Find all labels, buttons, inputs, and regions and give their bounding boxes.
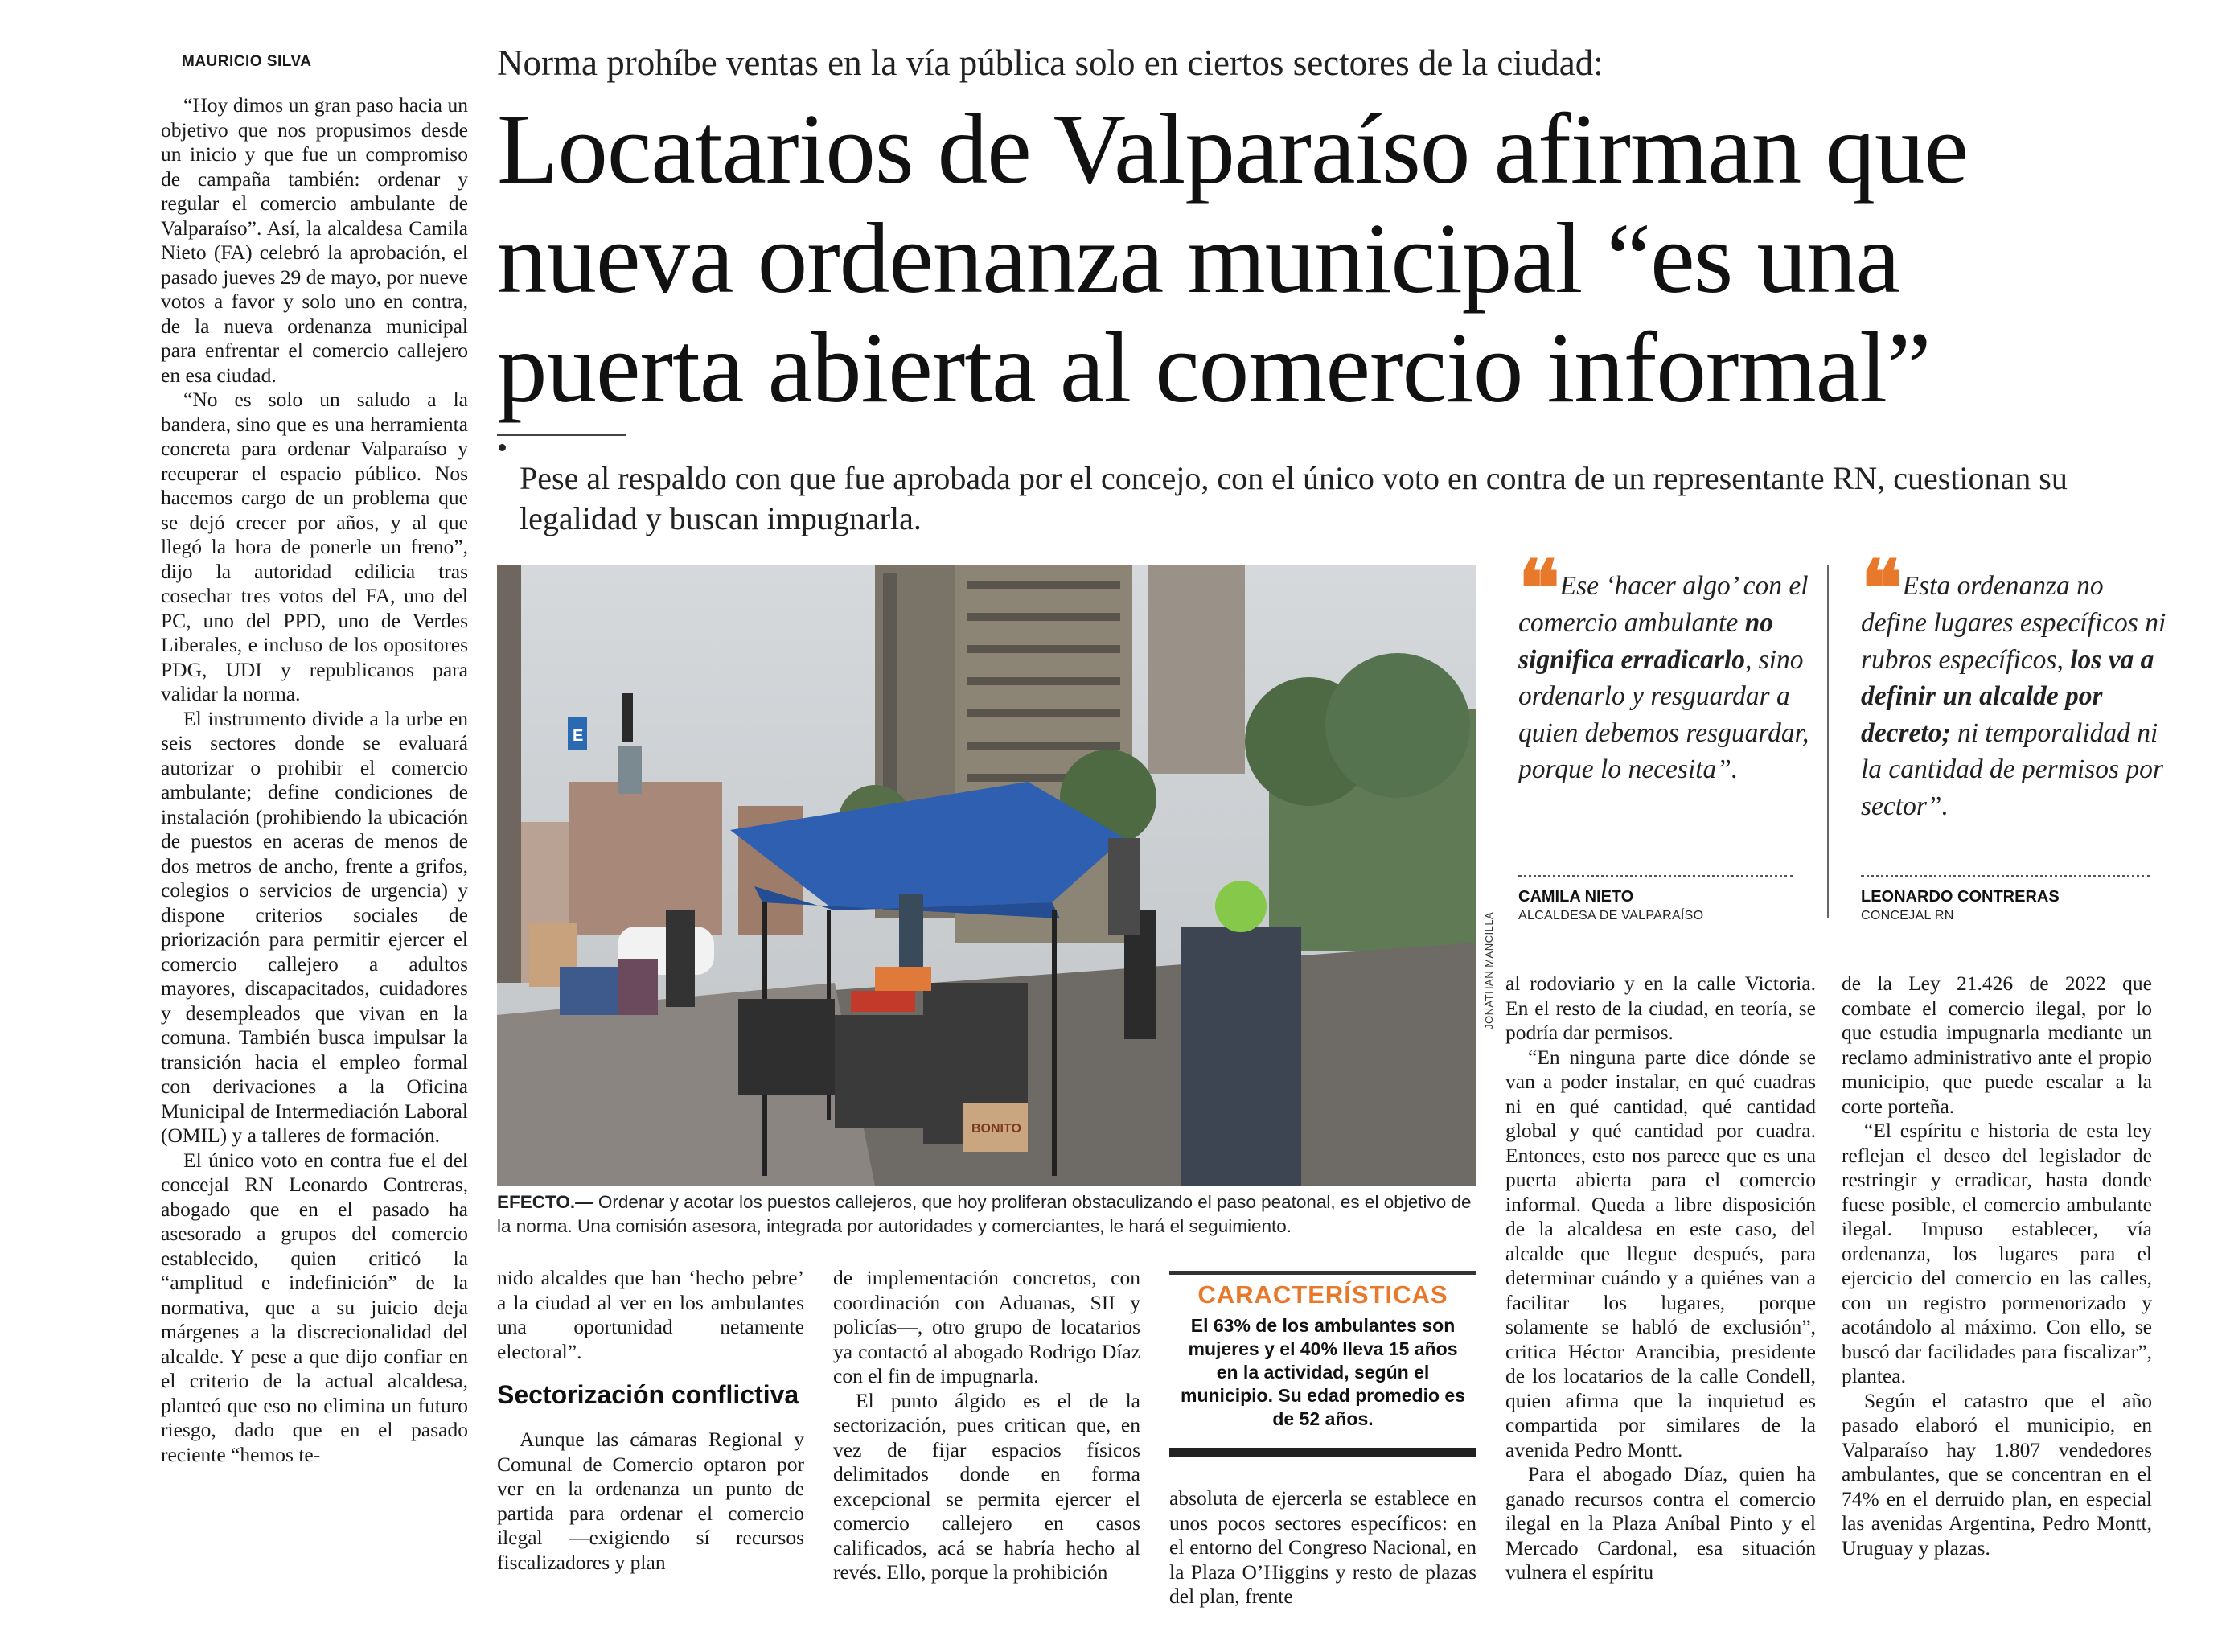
headline-line: puerta abierta al comercio informal” <box>497 313 1931 424</box>
article-column-1 <box>161 93 468 1621</box>
caption-text: Ordenar y acotar los puestos callejeros, que hoy proliferan obstaculizando el paso peatonal, es el objetivo de la norma. Una comisión asesora, integrada por autoridades y comerciantes, le hará el seguimiento. <box>497 1192 1472 1236</box>
paragraph: absoluta de ejercerla se establece en unos pocos sectores específicos: en el entorno del Congreso Nacional, en la Plaza O’Higgins y resto de plazas del plan, frente <box>1169 1486 1476 1608</box>
article-column-6 <box>1842 972 2152 1623</box>
headline-line: Locatarios de Valparaíso afirman que <box>497 94 1968 205</box>
info-box-text: El 63% de los ambulantes son mujeres y el 40% lleva 15 años en la actividad, según el municipio. Su edad promedio es de 52 años. <box>1181 1315 1465 1429</box>
quote-rule <box>1861 875 2150 877</box>
deck: Pese al respaldo con que fue aprobada por el concejo, con el único voto en contra de un representante RN, cuestionan su legalidad y buscan impugnarla. <box>520 460 2068 536</box>
quote-author-role: ALCALDESA DE VALPARAÍSO <box>1518 909 1704 923</box>
quote-author-role: CONCEJAL RN <box>1861 909 1954 923</box>
quote-text: Ese ‘hacer algo’ con el comercio ambulante <box>1518 571 1809 638</box>
headline-line: nueva ordenanza municipal “es una <box>497 203 1899 314</box>
quote-author-name: LEONARDO CONTRERAS <box>1861 888 2060 906</box>
paragraph: “No es solo un saludo a la bandera, sino que es una herramienta concreta para ordenar Valparaíso y recuperar el espacio público. Nos hacemos cargo de un problema que se dejó crecer por años, y al que llegó la hora de ponerle un freno”, dijo la autoridad edilicia tras cosechar tres votos del FA, uno del PC, uno del PPD, uno de Verdes Liberales, e incluso de los opositores PDG, UDI y republicanos para validar la norma. <box>161 388 468 705</box>
paragraph: “Hoy dimos un gran paso hacia un objetivo que nos propusimos desde un inicio y que fue un compromiso de campaña también: ordenar y regular el comercio ambulante de Valparaíso”. Así, la alcaldesa Camila Nieto (FA) celebró la aprobación, el pasado jueves 29 de mayo, por nueve votos a favor y solo uno en contra, de la nueva ordenanza municipal para enfrentar el comercio callejero en esa ciudad. <box>161 93 468 387</box>
quote-text-bold: no significa erradicarlo <box>1518 608 1773 675</box>
quote-text: Esta ordenanza no define lugares específicos ni rubros específicos, <box>1861 571 2166 675</box>
stall-box-label: BONITO <box>971 1122 1021 1136</box>
paragraph: de la Ley 21.426 de 2022 que combate el comercio ilegal, por lo que estudia impugnarla mediante un reclamo administrativo ante el propio municipio, que puede escalar a la corte porteña. <box>1842 972 2152 1118</box>
article-column-2 <box>497 1266 804 1620</box>
caption-label: EFECTO.— <box>497 1192 593 1212</box>
kicker: Norma prohíbe ventas en la vía pública solo en ciertos sectores de la ciudad: <box>497 43 1604 83</box>
quote-divider <box>1827 565 1829 918</box>
photo-caption <box>497 1190 1476 1239</box>
article-column-4 <box>1169 1486 1476 1623</box>
quote-text-bold: los va a definir un alcalde por decreto; <box>1861 644 2154 748</box>
quote-rule <box>1518 875 1793 877</box>
deck-bullet <box>499 444 506 451</box>
paragraph: al rodoviario y en la calle Victoria. En el resto de la ciudad, en teoría, se podría dar permisos. <box>1505 972 1816 1044</box>
paragraph: de implementación concretos, con coordinación con Aduanas, SII y policías—, otro grupo de locatarios ya contactó al abogado Rodrigo Díaz con el fin de impugnarla. <box>833 1266 1140 1387</box>
paragraph: “El espíritu e historia de esta ley reflejan el deseo del legislador de restringir y erradicar, hasta donde fuese posible, el comercio ambulante ilegal. Impuso establecer, vía ordenanza, los lugares para el ejercicio del comercio en las calles, con un registro pormenorizado y acotándolo al máximo. Con ello, se buscó dar facilidades para fiscalizar”, plantea. <box>1842 1119 2152 1387</box>
paragraph: El instrumento divide a la urbe en seis sectores donde se evaluará autorizar o prohibir el comercio ambulante; define condiciones de instalación (prohibiendo la ubicación de puestos en aceras de menos de dos metros de ancho, frente a grifos, colegios o servicios de urgencia) y dispone criterios sociales de priorización para permitir ejercer el comercio callejero a adultos mayores, discapacitados, cuidadores y desempleados que vivan en la comuna. También busca impulsar la transición hacia el empleo formal con derivaciones a la Oficina Municipal de Intermediación Laboral (OMIL) y a talleres de formación. <box>161 706 468 1147</box>
paragraph: El único voto en contra fue el del concejal RN Leonardo Contreras, abogado que en el pasado ha asesorado a grupos del comercio establecido, quien criticó la “amplitud e indefinición” de la normativa, que a su juicio deja márgenes a la discrecionalidad del alcalde. Y pese a que dijo confiar en el criterio de la actual alcaldesa, planteó que eso no elimina un futuro riesgo, dado que en el pasado reciente “hemos te- <box>161 1148 468 1466</box>
paragraph: “En ninguna parte dice dónde se van a poder instalar, en qué cuadras ni en qué cantidad, qué cantidad global y qué cantidad por cuadra. Entonces, esto nos parece que es una puerta abierta para el comercio informal. Queda a libre disposición de la alcaldesa en este caso, del alcalde que llegue después, para determinar cuándo y a quiénes van a facilitar los lugares, porque solamente se habló de exclusión”, critica Héctor Arancibia, presidente de los locatarios de la calle Condell, quien afirma que la inquietud es compartida por similares de la avenida Pedro Montt. <box>1505 1045 1816 1461</box>
headline <box>497 95 2194 423</box>
paragraph: Aunque las cámaras Regional y Comunal de Comercio optaron por ver en la ordenanza un punto de partida para ordenar el comercio ilegal —exigiendo sí recursos fiscalizadores y plan <box>497 1428 804 1574</box>
paragraph: Para el abogado Díaz, quien ha ganado recursos contra el comercio ilegal en la Plaza Aníbal Pinto y el Mercado Cardonal, esa situación vulnera el espíritu <box>1505 1462 1816 1584</box>
info-box-title: CARACTERÍSTICAS <box>1197 1280 1448 1309</box>
quote-text: ni temporalidad ni la cantidad de permisos por sector”. <box>1861 717 2163 821</box>
quote-mark-icon: ❝ <box>1861 543 1893 634</box>
street-photo-illustration <box>497 565 1476 1186</box>
headline-rule <box>497 434 626 436</box>
paragraph: nido alcaldes que han ‘hecho pebre’ a la ciudad al ver en los ambulantes una oportunidad netamente electoral”. <box>497 1266 804 1363</box>
paragraph: Según el catastro que el año pasado elaboró el municipio, en Valparaíso hay 1.807 vendedores ambulantes, que se concentran en el 74% en el derruido plan, en especial las avenidas Argentina, Pedro Montt, Uruguay y plazas. <box>1842 1388 2152 1560</box>
street-photo <box>497 565 1476 1186</box>
photo-credit: JONATHAN MANCILLA <box>1483 911 1495 1029</box>
paragraph: El punto álgido es el de la sectorización, pues critican que, en vez de fijar espacios físicos delimitados donde en forma excepcional se permita ejercer el comercio callejero en casos calificados, acá se habría hecho al revés. Ello, porque la prohibición <box>833 1388 1140 1584</box>
byline: MAURICIO SILVA <box>182 53 312 70</box>
info-box-bottom-rule <box>1169 1448 1476 1457</box>
article-column-5 <box>1505 972 1816 1623</box>
quote-text: , sino ordenarlo y resguardar a quien debemos resguardar, porque lo necesita”. <box>1518 644 1809 784</box>
info-box-top-rule <box>1169 1271 1476 1275</box>
quote-mark-icon: ❝ <box>1518 543 1550 634</box>
quote-author-name: CAMILA NIETO <box>1518 888 1634 906</box>
section-heading: Sectorización conflictiva <box>497 1380 799 1409</box>
pull-quote-nieto <box>1518 543 1817 788</box>
pull-quote-contreras <box>1861 543 2166 824</box>
article-column-3 <box>833 1266 1140 1620</box>
street-sign-label: E <box>573 727 584 745</box>
